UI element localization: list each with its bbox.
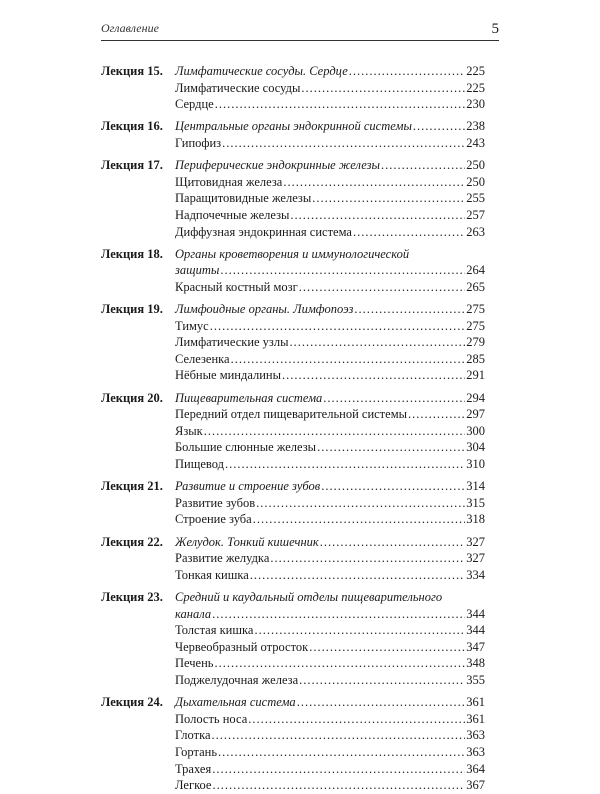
lecture-title: Центральные органы эндокринной системы <box>175 119 412 134</box>
subentry-title: Развитие желудка <box>175 551 270 566</box>
lecture-title: защиты <box>175 263 220 278</box>
subentry-page-number: 367 <box>466 778 485 793</box>
toc-subentry[interactable] <box>175 406 485 423</box>
lecture-title: Органы кроветворения и иммунологической <box>175 246 410 261</box>
subentry-title: Гипофиз <box>175 135 222 150</box>
toc-lecture-entry[interactable] <box>101 118 485 135</box>
lecture-page-number: 238 <box>466 119 485 134</box>
toc-subentry[interactable] <box>175 224 485 241</box>
dot-leader <box>231 351 466 368</box>
toc-subentry[interactable] <box>175 777 485 794</box>
dot-leader <box>381 157 465 174</box>
toc-subentry[interactable] <box>175 727 485 744</box>
lecture-title: Пищеварительная система <box>175 390 323 405</box>
dot-leader <box>218 744 465 761</box>
lecture-label: Лекция 24. <box>101 695 163 710</box>
subentry-page-number: 230 <box>466 97 485 112</box>
subentry-page-number: 225 <box>466 80 485 95</box>
subentry-page-number: 348 <box>466 656 485 671</box>
subentry-page-number: 363 <box>466 744 485 759</box>
subentry-title: Лимфатические сосуды <box>175 80 301 95</box>
lecture-label: Лекция 17. <box>101 158 163 173</box>
toc-subentry[interactable] <box>175 207 485 224</box>
subentry-page-number: 243 <box>466 135 485 150</box>
lecture-label: Лекция 16. <box>101 119 163 134</box>
toc-subentry[interactable] <box>175 744 485 761</box>
toc-subentry[interactable] <box>175 351 485 368</box>
table-of-contents <box>101 63 485 794</box>
subentry-page-number: 310 <box>466 457 485 472</box>
subentry-title: Щитовидная железа <box>175 174 283 189</box>
lecture-label: Лекция 23. <box>101 589 163 604</box>
dot-leader <box>215 96 466 113</box>
lecture-page-number: 294 <box>466 390 485 405</box>
subentry-page-number: 279 <box>466 335 485 350</box>
dot-leader <box>204 423 466 440</box>
dot-leader <box>225 456 465 473</box>
dot-leader <box>210 318 466 335</box>
toc-subentry[interactable] <box>175 96 485 113</box>
toc-lecture-entry[interactable] <box>101 478 485 495</box>
subentry-title: Глотка <box>175 728 211 743</box>
lecture-title: Желудок. Тонкий кишечник <box>175 534 319 549</box>
lecture-label: Лекция 19. <box>101 302 163 317</box>
toc-subentry[interactable] <box>175 174 485 191</box>
dot-leader <box>220 262 465 279</box>
subentry-page-number: 364 <box>466 761 485 776</box>
subentry-page-number: 318 <box>466 512 485 527</box>
toc-lecture-entry[interactable] <box>101 63 485 80</box>
dot-leader <box>254 622 465 639</box>
subentry-page-number: 285 <box>466 351 485 366</box>
toc-subentry[interactable] <box>175 190 485 207</box>
lecture-page-number: 344 <box>466 606 485 621</box>
toc-subentry[interactable] <box>175 456 485 473</box>
subentry-title: Передний отдел пищеварительной системы <box>175 407 408 422</box>
dot-leader <box>301 80 465 97</box>
lecture-label: Лекция 15. <box>101 64 163 78</box>
subentry-title: Селезенка <box>175 351 230 366</box>
toc-subentry[interactable] <box>175 639 485 656</box>
toc-lecture-entry[interactable] <box>101 246 485 263</box>
lecture-label: Лекция 20. <box>101 390 163 405</box>
toc-subentry[interactable] <box>175 279 485 296</box>
toc-lecture-entry-continuation[interactable] <box>175 606 485 623</box>
dot-leader <box>212 777 465 794</box>
toc-lecture-entry-continuation[interactable] <box>175 262 485 279</box>
lecture-page-number: 264 <box>466 263 485 278</box>
subentry-title: Легкое <box>175 778 212 793</box>
dot-leader <box>290 207 465 224</box>
dot-leader <box>408 406 465 423</box>
subentry-page-number: 334 <box>466 567 485 582</box>
subentry-page-number: 344 <box>466 623 485 638</box>
toc-lecture-entry[interactable] <box>101 534 485 551</box>
lecture-title: Развитие и строение зубов <box>175 479 321 494</box>
dot-leader <box>282 367 465 384</box>
subentry-page-number: 257 <box>466 207 485 222</box>
subentry-page-number: 297 <box>466 407 485 422</box>
dot-leader <box>212 606 465 623</box>
lecture-title: Лимфатические сосуды. Сердце <box>175 64 348 78</box>
subentry-title: Трахея <box>175 761 212 776</box>
subentry-title: Строение зуба <box>175 512 252 527</box>
dot-leader <box>323 390 465 407</box>
subentry-page-number: 265 <box>466 279 485 294</box>
dot-leader <box>290 334 466 351</box>
dot-leader <box>283 174 465 191</box>
dot-leader <box>354 301 465 318</box>
dot-leader <box>212 761 465 778</box>
lecture-page-number: 327 <box>466 534 485 549</box>
lecture-page-number: 275 <box>466 302 485 317</box>
dot-leader <box>317 439 465 456</box>
lecture-title: канала <box>175 606 212 621</box>
dot-leader <box>270 550 465 567</box>
subentry-title: Пищевод <box>175 457 224 472</box>
page-number: 5 <box>491 21 499 37</box>
toc-subentry[interactable] <box>175 423 485 440</box>
toc-lecture-entry[interactable] <box>101 694 485 711</box>
subentry-page-number: 363 <box>466 728 485 743</box>
subentry-page-number: 361 <box>466 711 485 726</box>
toc-subentry[interactable] <box>175 318 485 335</box>
dot-leader <box>215 655 466 672</box>
lecture-label: Лекция 22. <box>101 534 163 549</box>
subentry-page-number: 250 <box>466 174 485 189</box>
subentry-page-number: 315 <box>466 495 485 510</box>
dot-leader <box>320 534 465 551</box>
subentry-title: Диффузная эндокринная система <box>175 224 352 239</box>
dot-leader <box>321 478 465 495</box>
dot-leader <box>250 567 465 584</box>
subentry-page-number: 255 <box>466 191 485 206</box>
subentry-page-number: 327 <box>466 551 485 566</box>
subentry-title: Полость носа <box>175 711 248 726</box>
toc-lecture-entry[interactable] <box>101 390 485 407</box>
subentry-page-number: 304 <box>466 440 485 455</box>
toc-subentry[interactable] <box>175 622 485 639</box>
dot-leader <box>222 135 465 152</box>
subentry-title: Язык <box>175 423 203 438</box>
toc-subentry[interactable] <box>175 761 485 778</box>
dot-leader <box>309 639 465 656</box>
toc-subentry[interactable] <box>175 511 485 528</box>
toc-subentry[interactable] <box>175 711 485 728</box>
lecture-page-number: 250 <box>466 158 485 173</box>
subentry-title: Красный костный мозг <box>175 279 298 294</box>
subentry-title: Лимфатические узлы <box>175 335 289 350</box>
toc-subentry[interactable] <box>175 550 485 567</box>
subentry-title: Червеобразный отросток <box>175 639 309 654</box>
subentry-title: Паращитовидные железы <box>175 191 312 206</box>
lecture-page-number: 225 <box>466 64 485 78</box>
dot-leader <box>349 63 466 80</box>
subentry-title: Поджелудочная железа <box>175 672 299 687</box>
subentry-title: Толстая кишка <box>175 623 254 638</box>
subentry-title: Гортань <box>175 744 218 759</box>
toc-subentry[interactable] <box>175 439 485 456</box>
dot-leader <box>212 727 466 744</box>
dot-leader <box>248 711 465 728</box>
subentry-title: Большие слюнные железы <box>175 440 317 455</box>
subentry-page-number: 291 <box>466 368 485 383</box>
subentry-title: Надпочечные железы <box>175 207 290 222</box>
toc-lecture-entry[interactable] <box>101 301 485 318</box>
subentry-page-number: 347 <box>466 639 485 654</box>
lecture-title: Периферические эндокринные железы <box>175 158 381 173</box>
subentry-page-number: 263 <box>466 224 485 239</box>
toc-subentry[interactable] <box>175 655 485 672</box>
subentry-title: Развитие зубов <box>175 495 256 510</box>
header-title: Оглавление <box>101 21 159 35</box>
lecture-label: Лекция 21. <box>101 479 163 494</box>
lecture-page-number: 361 <box>466 695 485 710</box>
dot-leader <box>312 190 465 207</box>
toc-lecture-entry[interactable] <box>101 157 485 174</box>
toc-lecture-entry[interactable] <box>101 589 485 606</box>
dot-leader <box>253 511 466 528</box>
lecture-title: Дыхательная система <box>175 695 296 710</box>
running-header <box>101 16 499 41</box>
lecture-page-number: 314 <box>466 479 485 494</box>
dot-leader <box>353 224 465 241</box>
lecture-title: Лимфоидные органы. Лимфопоэз <box>175 302 354 317</box>
dot-leader <box>256 495 465 512</box>
toc-subentry[interactable] <box>175 495 485 512</box>
subentry-page-number: 355 <box>466 672 485 687</box>
toc-subentry[interactable] <box>175 672 485 689</box>
subentry-title: Тонкая кишка <box>175 567 249 582</box>
subentry-page-number: 300 <box>466 423 485 438</box>
toc-subentry[interactable] <box>175 567 485 584</box>
toc-subentry[interactable] <box>175 135 485 152</box>
dot-leader <box>413 118 465 135</box>
subentry-page-number: 275 <box>466 318 485 333</box>
subentry-title: Печень <box>175 656 214 671</box>
subentry-title: Нёбные миндалины <box>175 368 282 383</box>
lecture-title: Средний и каудальный отделы пищеварительного <box>175 589 443 604</box>
subentry-title: Сердце <box>175 97 214 112</box>
subentry-title: Тимус <box>175 318 209 333</box>
toc-subentry[interactable] <box>175 334 485 351</box>
toc-subentry[interactable] <box>175 367 485 384</box>
toc-subentry[interactable] <box>175 80 485 97</box>
dot-leader <box>299 672 465 689</box>
dot-leader <box>297 694 466 711</box>
dot-leader <box>299 279 466 296</box>
lecture-label: Лекция 18. <box>101 246 163 261</box>
